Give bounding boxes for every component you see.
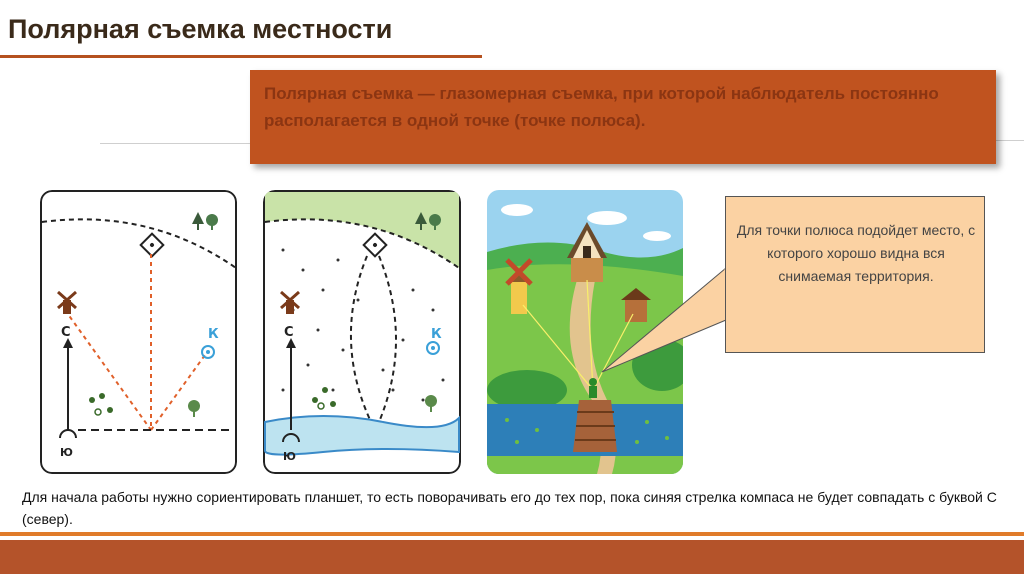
- svg-text:С: С: [284, 325, 294, 340]
- svg-text:К: К: [431, 327, 442, 342]
- diagram-panel-1: [40, 190, 237, 474]
- definition-text: Полярная съемка — глазомерная съемка, при которой наблюдатель постоянно располагается в одной точке (точке полюса).: [264, 84, 939, 130]
- svg-text:Ю: Ю: [283, 450, 296, 463]
- bridge-icon: [573, 400, 617, 452]
- slide-title: Полярная съемка местности: [8, 14, 393, 44]
- svg-text:К: К: [208, 327, 219, 342]
- definition-box: [250, 70, 996, 164]
- divider-line: [100, 143, 250, 144]
- callout-box: [725, 196, 985, 353]
- callout-text: Для точки полюса подойдет место, с которого хорошо видна вся снимаемая территория.: [736, 222, 976, 284]
- footer-bar: [0, 540, 1024, 574]
- observer-icon: [589, 378, 597, 398]
- title-underline: [0, 55, 482, 58]
- diagram-panel-2: [263, 190, 461, 474]
- svg-text:С: С: [61, 325, 71, 340]
- instruction-text: Для начала работы нужно сориентировать планшет, то есть поворачивать его до тех пор, пока синяя стрелка компаса не будет совпадать с буквой С (север).: [22, 489, 997, 527]
- callout-pointer: [600, 260, 740, 380]
- footer-accent-line: [0, 532, 1024, 536]
- svg-text:Ю: Ю: [60, 446, 73, 459]
